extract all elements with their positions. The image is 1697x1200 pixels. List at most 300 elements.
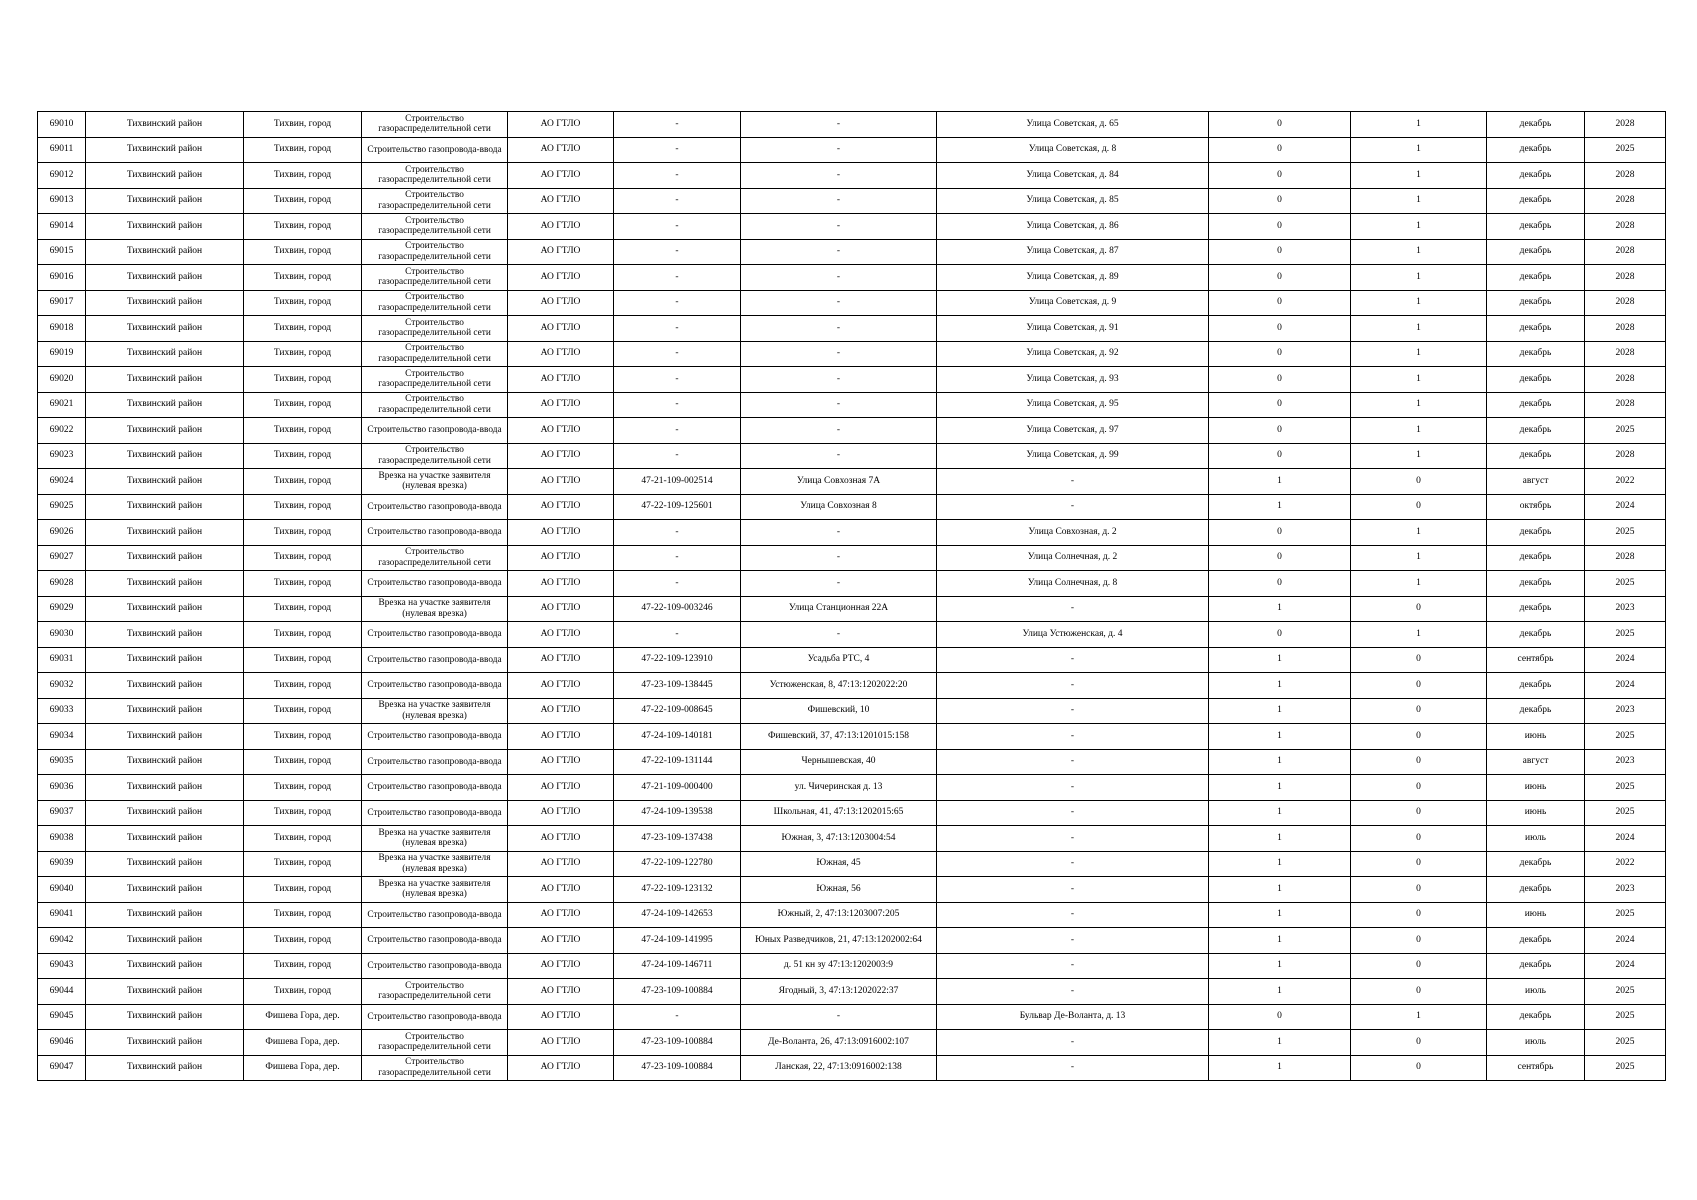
cell-locality: Тихвин, город	[244, 290, 362, 316]
cell-count-b: 0	[1351, 596, 1487, 622]
table-row	[38, 520, 1666, 546]
cell-application-number: -	[614, 622, 741, 648]
cell-district: Тихвинский район	[86, 1004, 244, 1030]
cell-year: 2025	[1585, 622, 1666, 648]
cell-year: 2023	[1585, 877, 1666, 903]
cell-district: Тихвинский район	[86, 596, 244, 622]
cell-row-id: 69017	[38, 290, 86, 316]
cell-count-b: 1	[1351, 443, 1487, 469]
cell-row-id: 69026	[38, 520, 86, 546]
cell-application-number: 47-21-109-002514	[614, 469, 741, 495]
cell-count-a: 1	[1209, 673, 1351, 699]
cell-district: Тихвинский район	[86, 265, 244, 291]
cell-application-number: 47-23-109-100884	[614, 979, 741, 1005]
cell-object-address: Улица Советская, д. 87	[937, 239, 1209, 265]
table-row	[38, 596, 1666, 622]
cell-count-b: 1	[1351, 545, 1487, 571]
cell-row-id: 69020	[38, 367, 86, 393]
cell-object-address: -	[937, 826, 1209, 852]
cell-applicant-address: -	[741, 443, 937, 469]
table-row	[38, 1004, 1666, 1030]
cell-work-type: Строительство газораспределительной сети	[362, 1030, 508, 1056]
table-row	[38, 928, 1666, 954]
cell-applicant-address: Устюженская, 8, 47:13:1202022:20	[741, 673, 937, 699]
cell-operator: АО ГТЛО	[508, 1004, 614, 1030]
table-row	[38, 469, 1666, 495]
cell-row-id: 69018	[38, 316, 86, 342]
cell-year: 2022	[1585, 851, 1666, 877]
cell-month: октябрь	[1487, 494, 1585, 520]
table-row	[38, 1030, 1666, 1056]
cell-count-a: 1	[1209, 1030, 1351, 1056]
cell-operator: АО ГТЛО	[508, 494, 614, 520]
cell-district: Тихвинский район	[86, 188, 244, 214]
cell-applicant-address: Чернышевская, 40	[741, 749, 937, 775]
cell-row-id: 69044	[38, 979, 86, 1005]
cell-year: 2025	[1585, 775, 1666, 801]
cell-operator: АО ГТЛО	[508, 443, 614, 469]
cell-applicant-address: -	[741, 367, 937, 393]
cell-district: Тихвинский район	[86, 673, 244, 699]
cell-applicant-address: Ланская, 22, 47:13:0916002:138	[741, 1055, 937, 1081]
cell-district: Тихвинский район	[86, 647, 244, 673]
cell-district: Тихвинский район	[86, 469, 244, 495]
cell-month: декабрь	[1487, 316, 1585, 342]
cell-applicant-address: Южная, 3, 47:13:1203004:54	[741, 826, 937, 852]
cell-count-b: 0	[1351, 1030, 1487, 1056]
cell-month: декабрь	[1487, 265, 1585, 291]
cell-count-a: 0	[1209, 214, 1351, 240]
cell-district: Тихвинский район	[86, 571, 244, 597]
cell-count-b: 1	[1351, 112, 1487, 138]
cell-year: 2025	[1585, 1004, 1666, 1030]
cell-object-address: Улица Устюженская, д. 4	[937, 622, 1209, 648]
cell-district: Тихвинский район	[86, 749, 244, 775]
document-page	[37, 111, 1665, 1081]
cell-locality: Тихвин, город	[244, 775, 362, 801]
cell-work-type: Строительство газораспределительной сети	[362, 545, 508, 571]
cell-application-number: 47-24-109-146711	[614, 953, 741, 979]
cell-operator: АО ГТЛО	[508, 902, 614, 928]
cell-object-address: -	[937, 953, 1209, 979]
cell-row-id: 69028	[38, 571, 86, 597]
cell-row-id: 69019	[38, 341, 86, 367]
cell-operator: АО ГТЛО	[508, 1030, 614, 1056]
cell-row-id: 69039	[38, 851, 86, 877]
cell-count-a: 0	[1209, 188, 1351, 214]
cell-operator: АО ГТЛО	[508, 1055, 614, 1081]
cell-month: декабрь	[1487, 520, 1585, 546]
cell-count-b: 0	[1351, 928, 1487, 954]
cell-work-type: Строительство газопровода-ввода	[362, 494, 508, 520]
table-row	[38, 316, 1666, 342]
cell-applicant-address: Де-Воланта, 26, 47:13:0916002:107	[741, 1030, 937, 1056]
cell-work-type: Строительство газораспределительной сети	[362, 1055, 508, 1081]
cell-count-a: 0	[1209, 239, 1351, 265]
cell-application-number: -	[614, 112, 741, 138]
cell-object-address: -	[937, 851, 1209, 877]
cell-month: декабрь	[1487, 418, 1585, 444]
cell-month: август	[1487, 749, 1585, 775]
cell-year: 2025	[1585, 902, 1666, 928]
cell-application-number: -	[614, 520, 741, 546]
cell-row-id: 69010	[38, 112, 86, 138]
cell-row-id: 69036	[38, 775, 86, 801]
cell-district: Тихвинский район	[86, 775, 244, 801]
cell-locality: Тихвин, город	[244, 239, 362, 265]
cell-year: 2023	[1585, 698, 1666, 724]
cell-applicant-address: -	[741, 163, 937, 189]
cell-operator: АО ГТЛО	[508, 953, 614, 979]
cell-year: 2028	[1585, 239, 1666, 265]
cell-work-type: Строительство газораспределительной сети	[362, 239, 508, 265]
cell-count-b: 0	[1351, 775, 1487, 801]
cell-count-a: 1	[1209, 877, 1351, 903]
cell-locality: Тихвин, город	[244, 724, 362, 750]
table-row	[38, 367, 1666, 393]
cell-year: 2025	[1585, 520, 1666, 546]
cell-application-number: 47-22-109-003246	[614, 596, 741, 622]
cell-object-address: Бульвар Де-Воланта, д. 13	[937, 1004, 1209, 1030]
table-row	[38, 647, 1666, 673]
cell-row-id: 69038	[38, 826, 86, 852]
cell-count-b: 0	[1351, 826, 1487, 852]
table-row	[38, 341, 1666, 367]
cell-applicant-address: -	[741, 290, 937, 316]
data-table	[37, 111, 1666, 1081]
cell-object-address: -	[937, 775, 1209, 801]
cell-district: Тихвинский район	[86, 545, 244, 571]
cell-count-b: 1	[1351, 239, 1487, 265]
cell-count-a: 0	[1209, 545, 1351, 571]
cell-operator: АО ГТЛО	[508, 800, 614, 826]
cell-row-id: 69011	[38, 137, 86, 163]
table-row	[38, 239, 1666, 265]
table-row	[38, 214, 1666, 240]
cell-object-address: -	[937, 494, 1209, 520]
cell-count-a: 1	[1209, 1055, 1351, 1081]
cell-count-a: 1	[1209, 928, 1351, 954]
cell-work-type: Строительство газопровода-ввода	[362, 953, 508, 979]
cell-object-address: -	[937, 596, 1209, 622]
cell-count-a: 0	[1209, 163, 1351, 189]
cell-application-number: -	[614, 265, 741, 291]
cell-count-a: 1	[1209, 469, 1351, 495]
cell-locality: Тихвин, город	[244, 392, 362, 418]
cell-locality: Тихвин, город	[244, 545, 362, 571]
cell-applicant-address: -	[741, 545, 937, 571]
cell-year: 2025	[1585, 724, 1666, 750]
cell-object-address: Улица Советская, д. 91	[937, 316, 1209, 342]
cell-row-id: 69022	[38, 418, 86, 444]
cell-applicant-address: -	[741, 622, 937, 648]
cell-application-number: 47-22-109-131144	[614, 749, 741, 775]
table-row	[38, 724, 1666, 750]
cell-application-number: 47-23-109-100884	[614, 1030, 741, 1056]
cell-work-type: Строительство газопровода-ввода	[362, 418, 508, 444]
cell-district: Тихвинский район	[86, 341, 244, 367]
cell-locality: Тихвин, город	[244, 265, 362, 291]
table-row	[38, 392, 1666, 418]
table-row	[38, 112, 1666, 138]
cell-applicant-address: Ягодный, 3, 47:13:1202022:37	[741, 979, 937, 1005]
cell-application-number: -	[614, 341, 741, 367]
cell-year: 2028	[1585, 316, 1666, 342]
cell-operator: АО ГТЛО	[508, 545, 614, 571]
cell-count-b: 0	[1351, 724, 1487, 750]
cell-applicant-address: Южная, 45	[741, 851, 937, 877]
cell-applicant-address: -	[741, 1004, 937, 1030]
cell-month: декабрь	[1487, 698, 1585, 724]
table-row	[38, 188, 1666, 214]
cell-locality: Тихвин, город	[244, 137, 362, 163]
cell-count-a: 1	[1209, 749, 1351, 775]
table-row	[38, 826, 1666, 852]
cell-district: Тихвинский район	[86, 443, 244, 469]
cell-count-b: 0	[1351, 902, 1487, 928]
cell-month: декабрь	[1487, 443, 1585, 469]
cell-locality: Тихвин, город	[244, 698, 362, 724]
cell-application-number: -	[614, 545, 741, 571]
cell-district: Тихвинский район	[86, 494, 244, 520]
cell-object-address: Улица Советская, д. 9	[937, 290, 1209, 316]
cell-work-type: Строительство газопровода-ввода	[362, 902, 508, 928]
cell-object-address: -	[937, 673, 1209, 699]
cell-row-id: 69032	[38, 673, 86, 699]
cell-applicant-address: -	[741, 112, 937, 138]
cell-count-a: 0	[1209, 443, 1351, 469]
cell-operator: АО ГТЛО	[508, 520, 614, 546]
cell-locality: Тихвин, город	[244, 622, 362, 648]
cell-count-b: 1	[1351, 367, 1487, 393]
cell-operator: АО ГТЛО	[508, 724, 614, 750]
cell-district: Тихвинский район	[86, 851, 244, 877]
cell-application-number: 47-21-109-000400	[614, 775, 741, 801]
cell-locality: Тихвин, город	[244, 443, 362, 469]
cell-district: Тихвинский район	[86, 1055, 244, 1081]
cell-applicant-address: -	[741, 188, 937, 214]
cell-object-address: -	[937, 1055, 1209, 1081]
cell-month: август	[1487, 469, 1585, 495]
cell-work-type: Строительство газопровода-ввода	[362, 622, 508, 648]
cell-row-id: 69033	[38, 698, 86, 724]
cell-month: декабрь	[1487, 851, 1585, 877]
table-row	[38, 775, 1666, 801]
cell-applicant-address: Фишевский, 10	[741, 698, 937, 724]
cell-object-address: -	[937, 979, 1209, 1005]
cell-year: 2028	[1585, 545, 1666, 571]
cell-month: декабрь	[1487, 673, 1585, 699]
cell-object-address: Улица Советская, д. 89	[937, 265, 1209, 291]
cell-application-number: 47-23-109-100884	[614, 1055, 741, 1081]
cell-month: декабрь	[1487, 545, 1585, 571]
cell-applicant-address: Школьная, 41, 47:13:1202015:65	[741, 800, 937, 826]
cell-work-type: Строительство газопровода-ввода	[362, 647, 508, 673]
cell-work-type: Врезка на участке заявителя (нулевая врезка)	[362, 469, 508, 495]
cell-locality: Тихвин, город	[244, 877, 362, 903]
cell-object-address: Улица Советская, д. 95	[937, 392, 1209, 418]
cell-district: Тихвинский район	[86, 392, 244, 418]
cell-locality: Тихвин, город	[244, 367, 362, 393]
cell-application-number: -	[614, 1004, 741, 1030]
cell-object-address: -	[937, 698, 1209, 724]
cell-count-a: 1	[1209, 953, 1351, 979]
cell-month: июнь	[1487, 800, 1585, 826]
cell-operator: АО ГТЛО	[508, 851, 614, 877]
cell-month: декабрь	[1487, 188, 1585, 214]
cell-applicant-address: Южный, 2, 47:13:1203007:205	[741, 902, 937, 928]
cell-application-number: 47-24-109-140181	[614, 724, 741, 750]
cell-district: Тихвинский район	[86, 239, 244, 265]
cell-month: июнь	[1487, 902, 1585, 928]
cell-locality: Тихвин, город	[244, 571, 362, 597]
cell-locality: Тихвин, город	[244, 112, 362, 138]
cell-operator: АО ГТЛО	[508, 749, 614, 775]
cell-application-number: 47-22-109-123910	[614, 647, 741, 673]
cell-month: июнь	[1487, 775, 1585, 801]
cell-operator: АО ГТЛО	[508, 571, 614, 597]
cell-row-id: 69025	[38, 494, 86, 520]
cell-applicant-address: д. 51 кн зу 47:13:1202003:9	[741, 953, 937, 979]
cell-month: декабрь	[1487, 928, 1585, 954]
cell-object-address: Улица Солнечная, д. 8	[937, 571, 1209, 597]
cell-year: 2025	[1585, 1055, 1666, 1081]
cell-application-number: 47-24-109-142653	[614, 902, 741, 928]
cell-work-type: Строительство газопровода-ввода	[362, 928, 508, 954]
cell-application-number: -	[614, 418, 741, 444]
cell-count-b: 1	[1351, 316, 1487, 342]
cell-month: июнь	[1487, 724, 1585, 750]
cell-locality: Тихвин, город	[244, 647, 362, 673]
cell-application-number: 47-22-109-125601	[614, 494, 741, 520]
cell-month: декабрь	[1487, 596, 1585, 622]
cell-object-address: Улица Советская, д. 85	[937, 188, 1209, 214]
table-row	[38, 622, 1666, 648]
cell-applicant-address: -	[741, 316, 937, 342]
cell-work-type: Строительство газораспределительной сети	[362, 392, 508, 418]
cell-locality: Тихвин, город	[244, 826, 362, 852]
cell-operator: АО ГТЛО	[508, 392, 614, 418]
cell-applicant-address: ул. Чичеринская д. 13	[741, 775, 937, 801]
table-row	[38, 163, 1666, 189]
cell-district: Тихвинский район	[86, 163, 244, 189]
cell-object-address: -	[937, 877, 1209, 903]
table-row	[38, 979, 1666, 1005]
cell-year: 2028	[1585, 443, 1666, 469]
cell-count-b: 0	[1351, 469, 1487, 495]
table-row	[38, 290, 1666, 316]
cell-count-b: 0	[1351, 494, 1487, 520]
cell-object-address: Улица Советская, д. 97	[937, 418, 1209, 444]
cell-applicant-address: -	[741, 418, 937, 444]
cell-locality: Тихвин, город	[244, 673, 362, 699]
cell-applicant-address: -	[741, 239, 937, 265]
table-row	[38, 749, 1666, 775]
cell-work-type: Строительство газораспределительной сети	[362, 214, 508, 240]
cell-operator: АО ГТЛО	[508, 775, 614, 801]
table-row	[38, 877, 1666, 903]
table-row	[38, 494, 1666, 520]
cell-application-number: -	[614, 290, 741, 316]
cell-count-b: 0	[1351, 800, 1487, 826]
cell-count-a: 1	[1209, 724, 1351, 750]
cell-count-b: 1	[1351, 137, 1487, 163]
cell-year: 2025	[1585, 571, 1666, 597]
cell-count-b: 1	[1351, 163, 1487, 189]
cell-count-b: 0	[1351, 749, 1487, 775]
cell-year: 2025	[1585, 418, 1666, 444]
cell-application-number: -	[614, 188, 741, 214]
cell-district: Тихвинский район	[86, 137, 244, 163]
cell-month: июль	[1487, 1030, 1585, 1056]
cell-count-a: 1	[1209, 800, 1351, 826]
cell-row-id: 69045	[38, 1004, 86, 1030]
cell-application-number: -	[614, 367, 741, 393]
cell-year: 2025	[1585, 979, 1666, 1005]
table-body	[38, 112, 1666, 1081]
cell-row-id: 69023	[38, 443, 86, 469]
cell-count-b: 1	[1351, 418, 1487, 444]
cell-count-a: 1	[1209, 775, 1351, 801]
cell-application-number: -	[614, 443, 741, 469]
cell-month: сентябрь	[1487, 647, 1585, 673]
cell-month: декабрь	[1487, 622, 1585, 648]
cell-locality: Тихвин, город	[244, 596, 362, 622]
cell-operator: АО ГТЛО	[508, 265, 614, 291]
cell-operator: АО ГТЛО	[508, 112, 614, 138]
cell-year: 2028	[1585, 392, 1666, 418]
cell-year: 2028	[1585, 290, 1666, 316]
cell-month: декабрь	[1487, 290, 1585, 316]
cell-count-a: 0	[1209, 622, 1351, 648]
cell-applicant-address: -	[741, 341, 937, 367]
cell-district: Тихвинский район	[86, 1030, 244, 1056]
cell-application-number: 47-24-109-139538	[614, 800, 741, 826]
cell-locality: Тихвин, город	[244, 316, 362, 342]
table-row	[38, 902, 1666, 928]
cell-work-type: Строительство газопровода-ввода	[362, 673, 508, 699]
cell-count-b: 0	[1351, 673, 1487, 699]
cell-count-a: 1	[1209, 851, 1351, 877]
cell-year: 2028	[1585, 265, 1666, 291]
table-row	[38, 571, 1666, 597]
cell-row-id: 69027	[38, 545, 86, 571]
cell-object-address: -	[937, 902, 1209, 928]
cell-application-number: -	[614, 214, 741, 240]
cell-district: Тихвинский район	[86, 928, 244, 954]
table-row	[38, 418, 1666, 444]
cell-year: 2028	[1585, 163, 1666, 189]
cell-row-id: 69030	[38, 622, 86, 648]
cell-district: Тихвинский район	[86, 953, 244, 979]
cell-count-a: 0	[1209, 418, 1351, 444]
cell-district: Тихвинский район	[86, 520, 244, 546]
cell-count-a: 0	[1209, 392, 1351, 418]
cell-district: Тихвинский район	[86, 979, 244, 1005]
cell-work-type: Строительство газораспределительной сети	[362, 112, 508, 138]
cell-row-id: 69042	[38, 928, 86, 954]
cell-work-type: Строительство газопровода-ввода	[362, 800, 508, 826]
cell-month: декабрь	[1487, 367, 1585, 393]
cell-count-b: 1	[1351, 392, 1487, 418]
cell-count-a: 0	[1209, 265, 1351, 291]
cell-month: декабрь	[1487, 877, 1585, 903]
cell-locality: Тихвин, город	[244, 520, 362, 546]
cell-locality: Тихвин, город	[244, 928, 362, 954]
cell-count-a: 0	[1209, 112, 1351, 138]
cell-applicant-address: Улица Станционная 22А	[741, 596, 937, 622]
cell-locality: Тихвин, город	[244, 800, 362, 826]
